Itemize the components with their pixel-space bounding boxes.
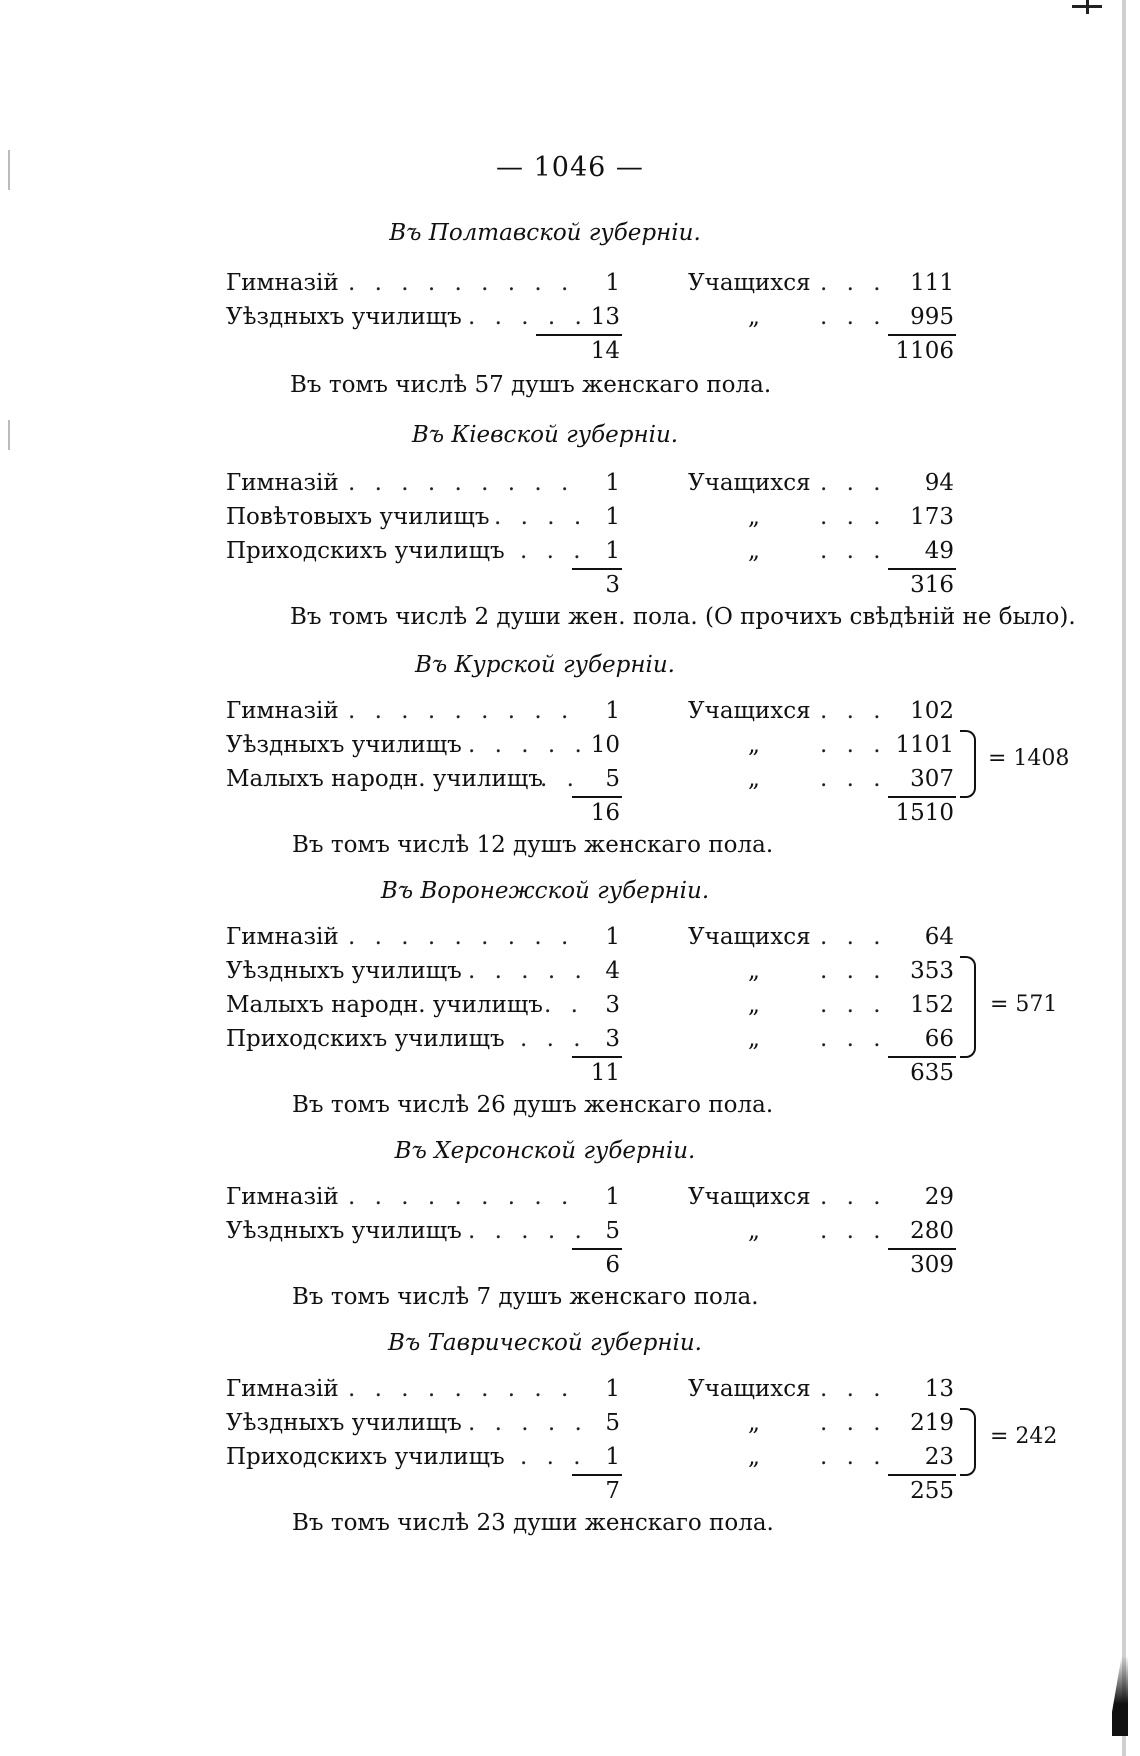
total-rule (572, 796, 622, 798)
ditto-mark: „ (748, 958, 760, 984)
table-row (0, 470, 1140, 504)
leader-dots: . . . (820, 992, 887, 1018)
bracket-sum: = 571 (990, 992, 1058, 1017)
section-note: Въ томъ числѣ 7 душъ женскаго пола. (292, 1284, 759, 1310)
row-label: Гимназій (226, 270, 339, 296)
total-rule (572, 1248, 622, 1250)
schools-count: 3 (605, 1026, 620, 1052)
total-schools: 11 (590, 1060, 620, 1086)
leader-dots: . . . (820, 1218, 887, 1244)
total-schools: 7 (605, 1478, 620, 1504)
schools-count: 10 (590, 732, 620, 758)
table-row (0, 1376, 1140, 1410)
section-note: Въ томъ числѣ 23 души женскаго пола. (292, 1510, 774, 1536)
ditto-mark: „ (748, 538, 760, 564)
schools-count: 1 (605, 1376, 620, 1402)
total-pupils: 1106 (895, 338, 954, 364)
table-row (0, 1218, 1140, 1252)
pupils-count: 995 (910, 304, 954, 330)
table-row (0, 538, 1140, 572)
leader-dots: . . . . . . . . . (348, 698, 575, 724)
total-pupils: 316 (910, 572, 954, 598)
row-label: Уѣздныхъ училищъ (226, 304, 462, 330)
totals-row (0, 1478, 1140, 1512)
pupils-count: 152 (910, 992, 954, 1018)
row-label: Гимназій (226, 698, 339, 724)
leader-dots: . . . . . . . . . (348, 924, 575, 950)
totals-row (0, 800, 1140, 834)
pupils-count: 307 (910, 766, 954, 792)
leader-dots: . . . (820, 304, 887, 330)
table-row (0, 304, 1140, 338)
leader-dots: . . . (820, 958, 887, 984)
schools-count: 5 (605, 766, 620, 792)
pupils-count: 29 (924, 1184, 954, 1210)
leader-dots: . . . (520, 538, 587, 564)
bracket (960, 1408, 976, 1476)
pupils-label: Учащихся (688, 1376, 811, 1402)
bracket (960, 956, 976, 1058)
leader-dots: . . . (520, 1026, 587, 1052)
row-label: Уѣздныхъ училищъ (226, 1218, 462, 1244)
pupils-count: 102 (910, 698, 954, 724)
section-note: Въ томъ числѣ 57 душъ женскаго пола. (290, 372, 772, 398)
leader-dots: . . . (820, 1410, 887, 1436)
total-pupils: 635 (910, 1060, 954, 1086)
totals-row (0, 1060, 1140, 1094)
pupils-label: Учащихся (688, 924, 811, 950)
leader-dots: . . . . . . . . . (348, 270, 575, 296)
pupils-count: 280 (910, 1218, 954, 1244)
section-heading-kiev: Въ Кіевской губерніи. (411, 422, 679, 448)
section-note: Въ томъ числѣ 2 души жен. пола. (О прочихъ свѣдѣній не было). (290, 604, 1076, 630)
table-row (0, 270, 1140, 304)
leader-dots: . . . (820, 1184, 887, 1210)
leader-dots: . . . (820, 270, 887, 296)
section-note: Въ томъ числѣ 26 душъ женскаго пола. (292, 1092, 774, 1118)
ditto-mark: „ (748, 732, 760, 758)
totals-row (0, 338, 1140, 372)
schools-count: 1 (605, 504, 620, 530)
pupils-label: Учащихся (688, 698, 811, 724)
total-pupils: 309 (910, 1252, 954, 1278)
ditto-mark: „ (748, 992, 760, 1018)
pupils-label: Учащихся (688, 1184, 811, 1210)
section-heading-poltava: Въ Полтавской губерніи. (389, 220, 701, 246)
table-row (0, 504, 1140, 538)
total-rule (572, 568, 622, 570)
totals-row (0, 572, 1140, 606)
schools-count: 3 (605, 992, 620, 1018)
scan-mark-top (1066, 0, 1106, 14)
schools-count: 1 (605, 538, 620, 564)
leader-dots: . . . . . (468, 1218, 588, 1244)
totals-row (0, 1252, 1140, 1286)
total-pupils: 1510 (895, 800, 954, 826)
pupils-count: 49 (924, 538, 954, 564)
bracket-sum: = 1408 (988, 746, 1070, 771)
total-schools: 3 (605, 572, 620, 598)
schools-count: 5 (605, 1218, 620, 1244)
ditto-mark: „ (748, 1218, 760, 1244)
leader-dots: . . . (820, 924, 887, 950)
row-label: Гимназій (226, 470, 339, 496)
table-row (0, 698, 1140, 732)
total-rule (572, 1474, 622, 1476)
leader-dots: . . . . . (468, 1410, 588, 1436)
leader-dots: . . (544, 992, 584, 1018)
leader-dots: . . . (820, 698, 887, 724)
total-schools: 16 (590, 800, 620, 826)
pupils-count: 66 (924, 1026, 954, 1052)
table-row (0, 924, 1140, 958)
scan-mark-bottom (1112, 1656, 1128, 1736)
total-pupils: 255 (910, 1478, 954, 1504)
total-rule (888, 1056, 956, 1058)
row-label: Приходскихъ училищъ (226, 538, 505, 564)
ditto-mark: „ (748, 1444, 760, 1470)
schools-count: 1 (605, 470, 620, 496)
row-label: Приходскихъ училищъ (226, 1444, 505, 1470)
section-heading-voronezh: Въ Воронежской губерніи. (380, 878, 710, 904)
leader-dots: . . . (820, 1026, 887, 1052)
pupils-count: 13 (924, 1376, 954, 1402)
pupils-count: 353 (910, 958, 954, 984)
leader-dots: . . . . . (468, 958, 588, 984)
pupils-count: 64 (924, 924, 954, 950)
section-heading-kherson: Въ Херсонской губерніи. (394, 1138, 696, 1164)
leader-dots: . . . . (494, 504, 588, 530)
bracket-sum: = 242 (990, 1424, 1058, 1449)
row-label: Уѣздныхъ училищъ (226, 1410, 462, 1436)
pupils-count: 1101 (895, 732, 954, 758)
section-note: Въ томъ числѣ 12 душъ женскаго пола. (292, 832, 774, 858)
leader-dots: . . . (820, 504, 887, 530)
total-rule (888, 1248, 956, 1250)
pupils-count: 173 (910, 504, 954, 530)
pupils-label: Учащихся (688, 270, 811, 296)
schools-count: 1 (605, 270, 620, 296)
leader-dots: . . . (820, 766, 887, 792)
schools-count: 1 (605, 1184, 620, 1210)
row-label: Приходскихъ училищъ (226, 1026, 505, 1052)
ditto-mark: „ (748, 504, 760, 530)
leader-dots: . . . . . (468, 304, 588, 330)
leader-dots: . . . (520, 1444, 587, 1470)
leader-dots: . . . (820, 470, 887, 496)
row-label: Уѣздныхъ училищъ (226, 732, 462, 758)
row-label: Уѣздныхъ училищъ (226, 958, 462, 984)
total-rule (888, 796, 956, 798)
ditto-mark: „ (748, 1410, 760, 1436)
pupils-count: 219 (910, 1410, 954, 1436)
leader-dots: . . . . . . . . . (348, 1376, 575, 1402)
pupils-count: 23 (924, 1444, 954, 1470)
ditto-mark: „ (748, 1026, 760, 1052)
pupils-count: 94 (924, 470, 954, 496)
schools-count: 1 (605, 698, 620, 724)
section-heading-taurida: Въ Таврической губерніи. (388, 1330, 702, 1356)
leader-dots: . . (540, 766, 580, 792)
table-row (0, 1184, 1140, 1218)
leader-dots: . . . (820, 1444, 887, 1470)
ditto-mark: „ (748, 304, 760, 330)
total-schools: 6 (605, 1252, 620, 1278)
pupils-label: Учащихся (688, 470, 811, 496)
bracket (960, 730, 976, 798)
leader-dots: . . . . . . . . . (348, 1184, 575, 1210)
total-rule (888, 1474, 956, 1476)
total-schools: 14 (590, 338, 620, 364)
section-heading-kursk: Въ Курской губерніи. (415, 652, 675, 678)
pupils-count: 111 (910, 270, 954, 296)
row-label: Гимназій (226, 924, 339, 950)
row-label: Малыхъ народн. училищъ (226, 992, 543, 1018)
ditto-mark: „ (748, 766, 760, 792)
row-label: Повѣтовыхъ училищъ (226, 504, 490, 530)
schools-count: 5 (605, 1410, 620, 1436)
page-number: — 1046 — (496, 152, 644, 183)
leader-dots: . . . . . (468, 732, 588, 758)
leader-dots: . . . (820, 1376, 887, 1402)
total-rule (572, 1056, 622, 1058)
schools-count: 1 (605, 1444, 620, 1470)
row-label: Малыхъ народн. училищъ (226, 766, 543, 792)
leader-dots: . . . (820, 732, 887, 758)
schools-count: 13 (590, 304, 620, 330)
leader-dots: . . . (820, 538, 887, 564)
schools-count: 1 (605, 924, 620, 950)
row-label: Гимназій (226, 1376, 339, 1402)
total-rule (888, 334, 956, 336)
row-label: Гимназій (226, 1184, 339, 1210)
total-rule (888, 568, 956, 570)
schools-count: 4 (605, 958, 620, 984)
total-rule (536, 334, 622, 336)
leader-dots: . . . . . . . . . (348, 470, 575, 496)
